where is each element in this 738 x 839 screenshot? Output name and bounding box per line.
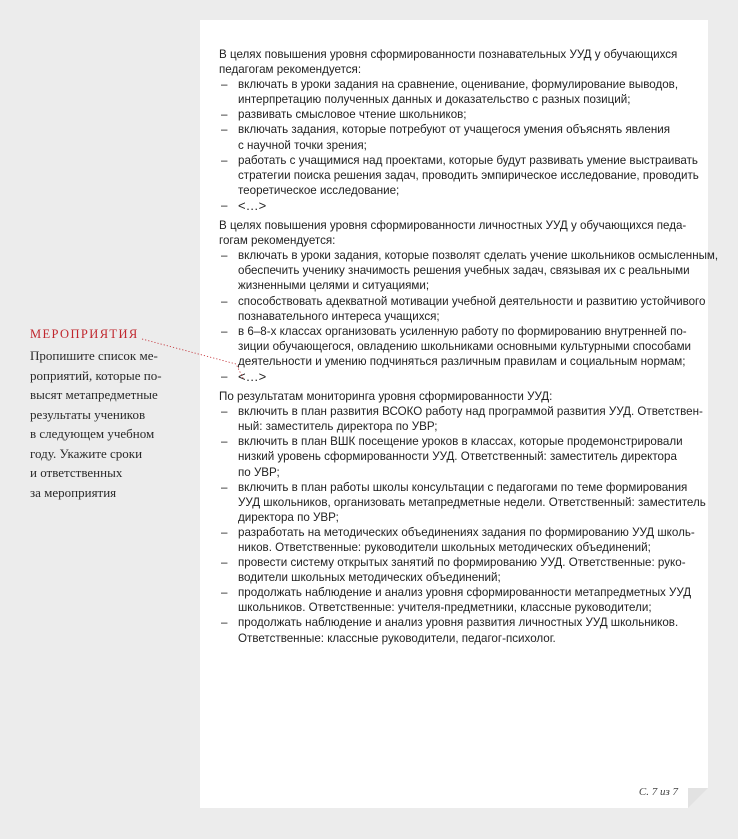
page-number: С. 7 из 7	[638, 786, 678, 798]
list-item-line: разработать на методических объединениях задания по формированию УУД школь-	[238, 525, 695, 539]
list-item-line: Ответственные: классные руководители, педагог-психолог.	[238, 631, 556, 645]
list-dash: –	[221, 405, 228, 419]
margin-note-line: за мероприятия	[30, 484, 117, 500]
list-dash: –	[221, 123, 228, 137]
list-item	[219, 480, 706, 525]
margin-note-title: МЕРОПРИЯТИЯ	[30, 327, 139, 341]
list-item	[219, 369, 689, 384]
list-item-line: жизненными целями и ситуациями;	[238, 279, 430, 293]
list-dash: –	[221, 198, 228, 212]
list-item-line: теоретическое исследование;	[238, 183, 400, 197]
list-dash: –	[221, 556, 228, 570]
list-item-line: зиции обучающегося, овладению школьниками основными культурными способами	[238, 339, 692, 353]
list-item	[219, 122, 689, 152]
list-item	[219, 525, 695, 555]
list-item-line: развивать смысловое чтение школьников;	[238, 108, 467, 122]
list-item-line: деятельности и умению подчиняться различным правилам и социальным нормам;	[238, 354, 686, 368]
list-item-line: ный: заместитель директора по УВР;	[238, 420, 438, 434]
list-item-line: в 6–8-х классах организовать усиленную работу по формированию внутренней по-	[238, 324, 687, 338]
list-item-line: продолжать наблюдение и анализ уровня развития личностных УУД школьников.	[238, 616, 679, 630]
list-dash: –	[221, 108, 228, 122]
list-item-line: с научной точки зрения;	[238, 138, 367, 152]
list-item-line: по УВР;	[238, 465, 280, 479]
list-dash: –	[221, 249, 228, 263]
list-dash: –	[221, 78, 228, 92]
list-dash: –	[221, 324, 228, 338]
list-dash: –	[221, 435, 228, 449]
margin-note-line: высят метапредметные	[30, 387, 158, 402]
margin-note-text	[30, 346, 180, 502]
list-item-line: стратегии поиска решения задач, проводить эмпирическое исследование, проводить	[238, 168, 699, 182]
section-intro-line: В целях повышения уровня сформированности познавательных УУД у обучающихся	[219, 48, 678, 61]
list-item	[219, 153, 699, 198]
list-item-line: водители школьных методических объединений;	[238, 571, 501, 585]
list-item-line: включить в план работы школы консультации с педагогами по теме формирования	[238, 480, 688, 494]
list-item-line: школьников. Ответственные: учителя-предметники, классные руководители;	[238, 601, 652, 615]
list-item	[219, 248, 719, 293]
list-item-line: обеспечить ученику значимость решения учебных задач, связывая их с реальными	[238, 264, 690, 278]
document-page	[200, 20, 719, 808]
list-item	[219, 585, 692, 615]
document-body	[219, 47, 719, 651]
page-corner-fold	[688, 788, 708, 808]
list-item	[219, 77, 689, 107]
list-dash: –	[221, 616, 228, 630]
list-item-line: директора по УВР;	[238, 510, 339, 524]
section-intro-line: педагогам рекомендуется:	[219, 63, 362, 77]
margin-note-line: Пропишите список ме-	[30, 348, 158, 363]
list-item-line: включить в план развития ВСОКО работу над программой развития УУД. Ответствен-	[238, 405, 703, 419]
list-item-line: способствовать адекватной мотивации учебной деятельности и развитию устойчивого	[238, 294, 706, 308]
list-item-line: продолжать наблюдение и анализ уровня сформированности метапредметных УУД	[238, 586, 692, 600]
section-intro-line: гогам рекомендуется:	[219, 234, 336, 248]
margin-note	[30, 327, 180, 502]
list-item-line: познавательного интереса учащихся;	[238, 309, 440, 323]
list-item-line: провести систему открытых занятий по формированию УУД. Ответственные: руко-	[238, 556, 686, 570]
list-dash: –	[221, 294, 228, 308]
section-intro-line: По результатам мониторинга уровня сформированности УУД:	[219, 390, 553, 404]
margin-note-line: результаты учеников	[30, 406, 146, 422]
list-item-line: <…>	[238, 197, 267, 213]
list-dash: –	[221, 153, 228, 167]
list-item-line: включать в уроки задания, которые позволят сделать учение школьников осмысленным,	[238, 249, 719, 263]
list-item-line: УУД школьников, организовать метапредметные недели. Ответственный: заместитель	[238, 495, 706, 509]
list-item	[219, 404, 703, 434]
list-dash: –	[221, 586, 228, 600]
list-item	[219, 555, 689, 585]
list-item	[219, 615, 689, 645]
list-item-line: включить в план ВШК посещение уроков в классах, которые продемонстрировали	[238, 435, 683, 449]
margin-note-line: в следующем учебном	[30, 426, 155, 441]
list-item-line: включать в уроки задания на сравнение, оценивание, формулирование выводов,	[238, 78, 679, 92]
section	[219, 47, 699, 213]
margin-note-line: и ответственных	[30, 465, 123, 480]
list-item	[219, 434, 689, 479]
list-item-line: ников. Ответственные: руководители школьных методических объединений;	[238, 541, 651, 554]
list-item	[219, 107, 689, 122]
list-item	[219, 324, 692, 369]
list-item-line: <…>	[238, 368, 267, 384]
list-item-line: низкий уровень сформированности УУД. Ответственный: заместитель директора	[238, 450, 677, 464]
margin-note-line: году. Укажите сроки	[30, 445, 143, 461]
section	[219, 218, 719, 384]
list-item-line: включать задания, которые потребуют от учащегося умения объяснять явления	[238, 123, 670, 137]
list-item	[219, 294, 706, 324]
margin-note-line: роприятий, которые по-	[30, 367, 162, 383]
list-dash: –	[221, 369, 228, 383]
list-item-line: интерпретацию полученных данных и доказательство с разных позиций;	[238, 93, 631, 107]
section-intro-line: В целях повышения уровня сформированности личностных УУД у обучающихся педа-	[219, 219, 687, 233]
list-dash: –	[221, 525, 228, 539]
list-item	[219, 198, 689, 213]
list-item-line: работать с учащимися над проектами, которые будут развивать умение выстраивать	[238, 153, 698, 167]
list-dash: –	[221, 480, 228, 494]
section	[219, 389, 706, 646]
